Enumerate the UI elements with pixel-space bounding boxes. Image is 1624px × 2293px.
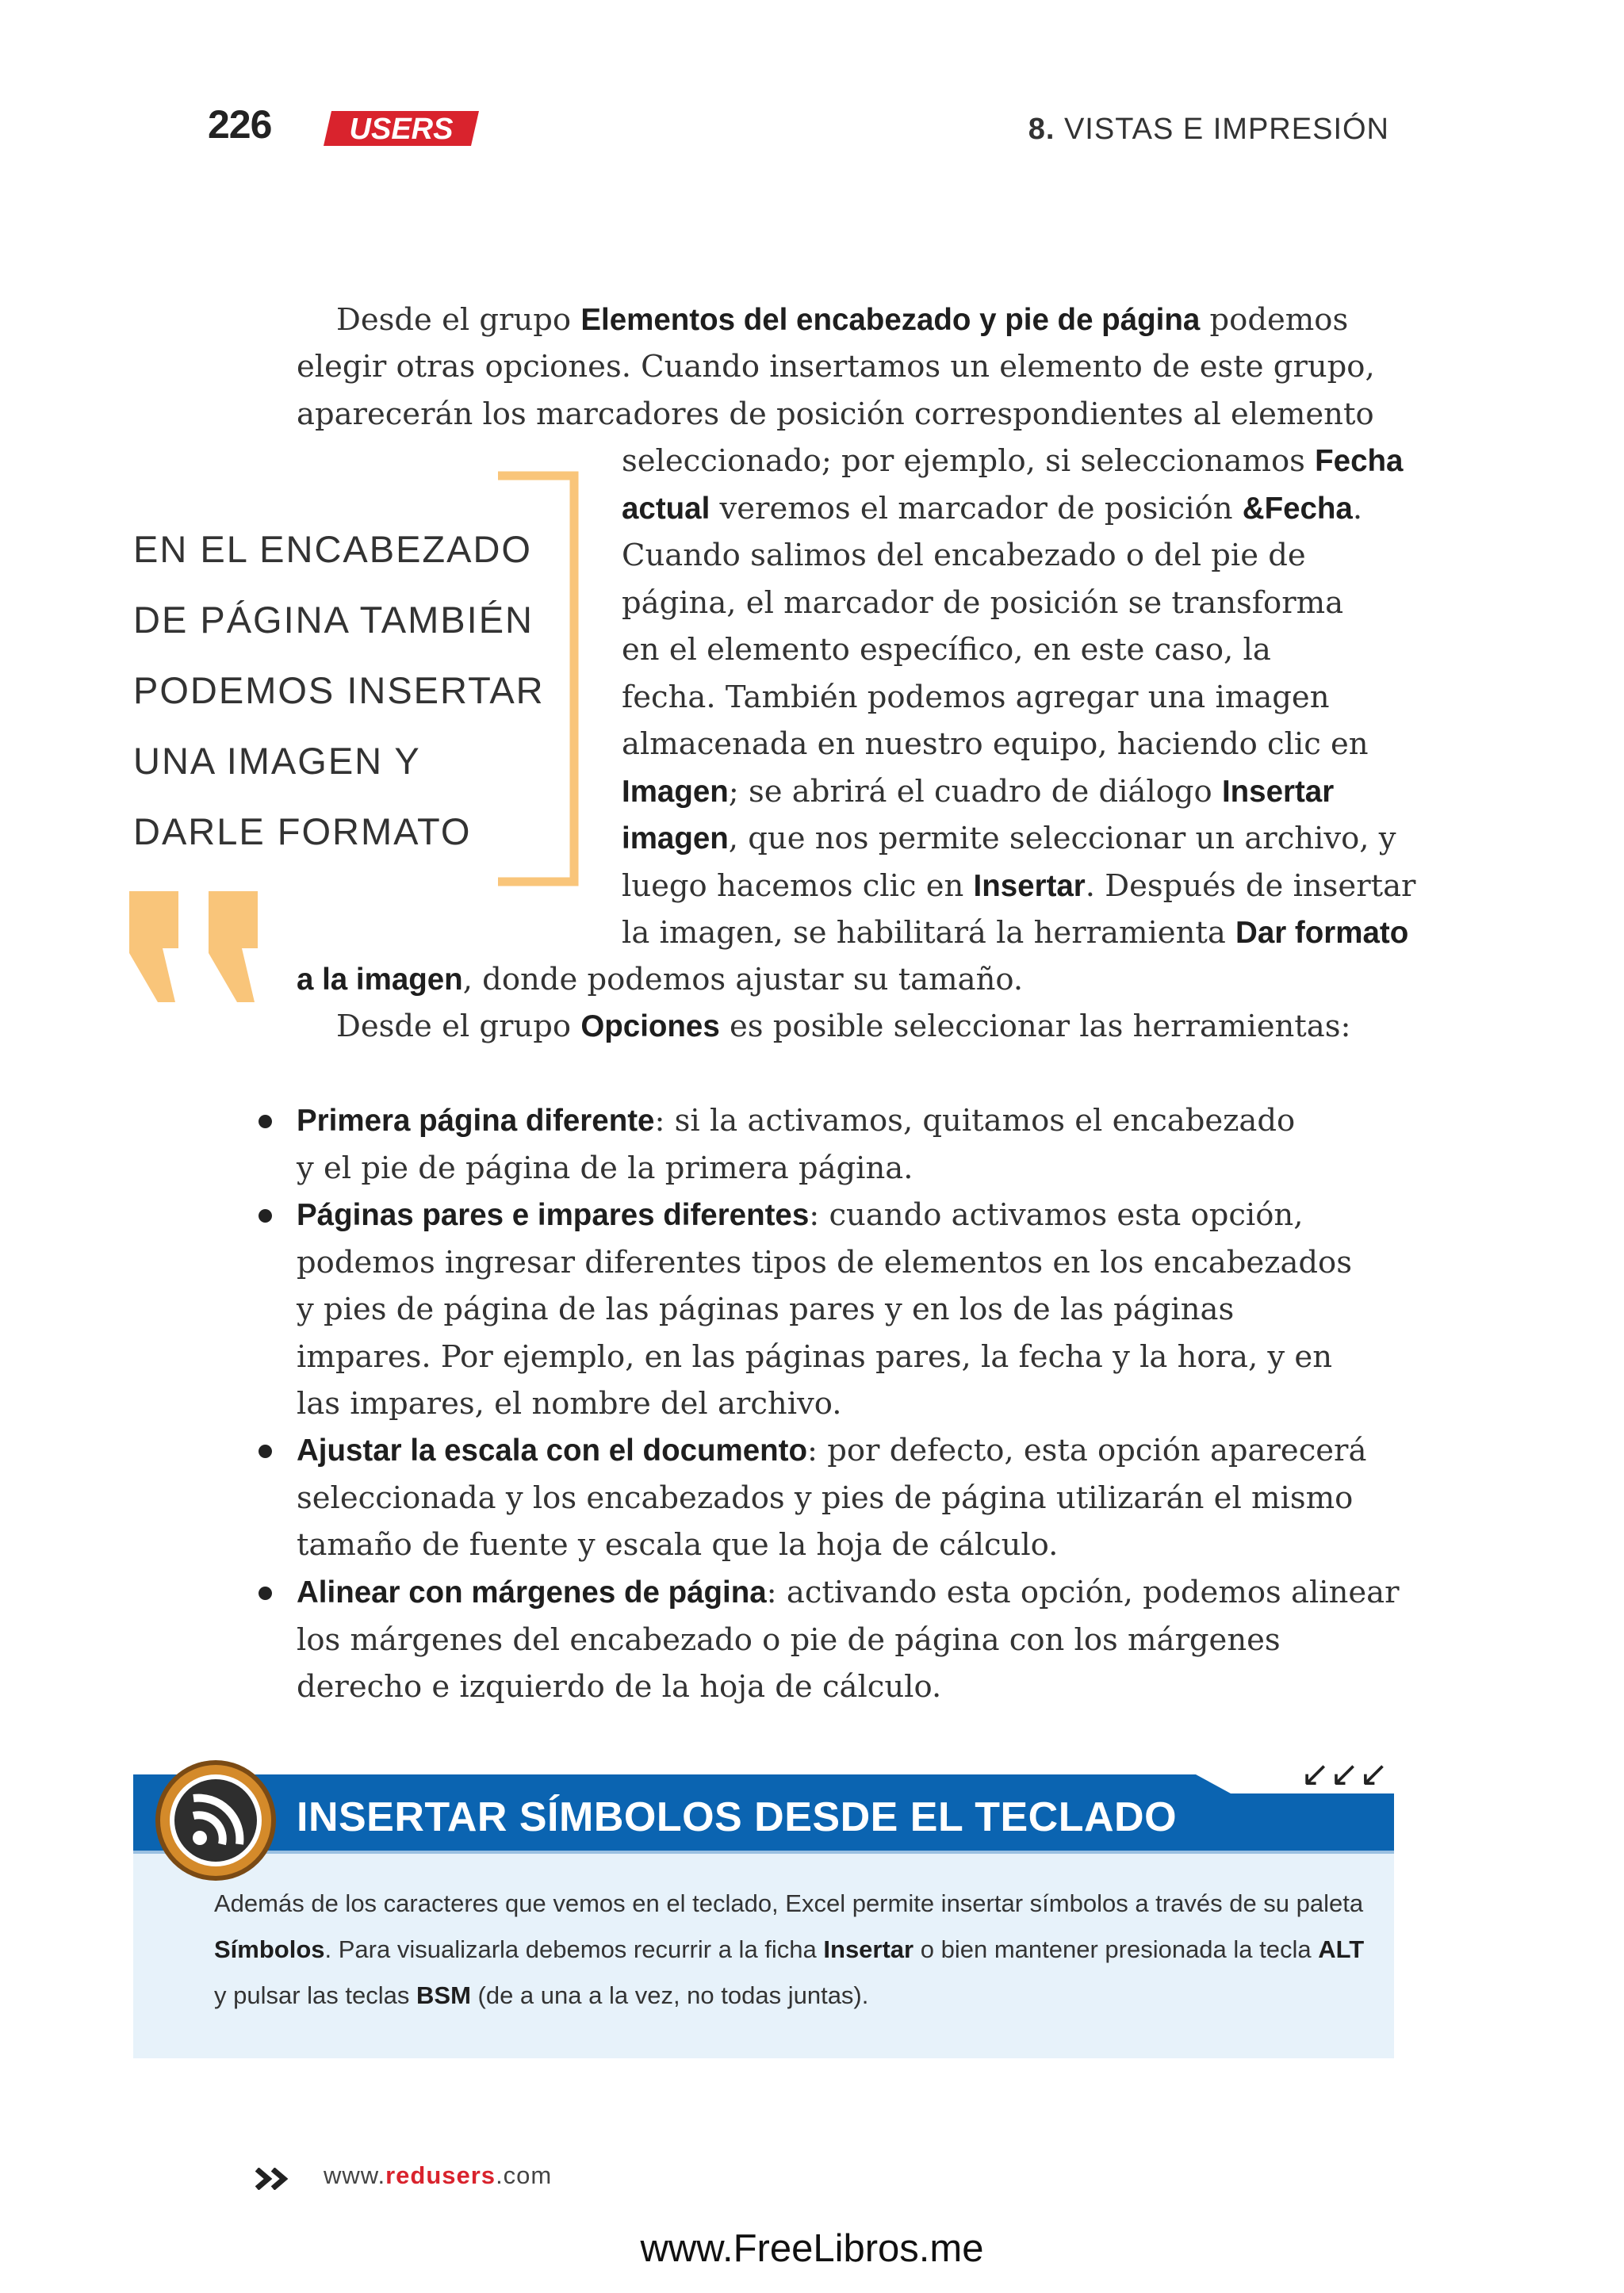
- intro-line-2: elegir otras opciones. Cuando insertamos un elemento de este grupo,: [297, 349, 1375, 385]
- intro-line-15: a la imagen, donde podemos ajustar su tamaño.: [297, 962, 1024, 997]
- quote-marks-icon: [129, 891, 264, 1002]
- group-name: Elementos del encabezado y pie de página: [580, 303, 1201, 337]
- pull-quote-line: UNA IMAGEN Y: [133, 740, 421, 782]
- pull-quote-line: PODEMOS INSERTAR: [133, 669, 545, 711]
- list-item: Ajustar la escala con el documento: por defecto, esta opción aparecerá seleccionada y los encabezados y pies de página utilizarán el mismo tamaño de fuente y escala que la hoja de cálculo.: [297, 1427, 1366, 1569]
- list-item: Primera página diferente: si la activamos, quitamos el encabezado y el pie de página de la primera página.: [297, 1097, 1295, 1192]
- logo-text: USERS: [349, 113, 454, 146]
- intro-line-16: Desde el grupo Opciones es posible seleccionar las herramientas:: [336, 1009, 1351, 1044]
- tip-title: INSERTAR SÍMBOLOS DESDE EL TECLADO: [297, 1794, 1178, 1840]
- bullet-icon: [259, 1115, 272, 1128]
- intro-column: seleccionado; por ejemplo, si seleccionamos Fecha actual veremos el marcador de posición &Fecha. Cuando salimos del encabezado o del pie de página, el marcador de posición se transforma en el elemento específico, en este caso, la fecha. También podemos agregar una imagen almacenada en nuestro equipo, haciendo clic en Imagen; se abrirá el cuadro de diálogo Insertar imagen, que nos permite seleccionar un archivo, y luego hacemos clic en Insertar. Después de insertar la imagen, se habilitará la herramienta Dar formato: [622, 443, 1416, 951]
- watermark: www.FreeLibros.me: [640, 2227, 984, 2270]
- tip-text-line-3: y pulsar las teclas BSM (de a una a la vez, no todas juntas).: [214, 1981, 869, 2009]
- bracket-decoration: [498, 469, 580, 888]
- pull-quote-line: DARLE FORMATO: [133, 810, 472, 852]
- bullet-icon: [259, 1209, 272, 1223]
- double-chevron-icon: [254, 2168, 290, 2190]
- users-logo: [324, 111, 479, 146]
- list-item: Alinear con márgenes de página: activando esta opción, podemos alinear los márgenes del encabezado o pie de página con los márgenes derecho e izquierdo de la hoja de cálculo.: [297, 1569, 1400, 1711]
- intro-line-3: aparecerán los marcadores de posición correspondientes al elemento: [297, 396, 1374, 432]
- rss-icon: [154, 1759, 278, 1882]
- chapter-heading: [1028, 113, 1389, 147]
- tip-text-line-1: Además de los caracteres que vemos en el teclado, Excel permite insertar símbolos a través de su paleta: [214, 1889, 1364, 1917]
- list-item: Páginas pares e impares diferentes: cuando activamos esta opción, podemos ingresar diferentes tipos de elementos en los encabezados y pies de página de las páginas pares y en los de las páginas impares. Por ejemplo, en las páginas pares, la fecha y la hora, y en las impares, el nombre del archivo.: [297, 1192, 1352, 1428]
- arrows-icon: ↙↙↙: [1300, 1755, 1388, 1793]
- tip-text-line-2: Símbolos. Para visualizarla debemos recurrir a la ficha Insertar o bien mantener presionada la tecla ALT: [214, 1935, 1365, 1963]
- pull-quote-line: DE PÁGINA TAMBIÉN: [133, 599, 534, 641]
- bullet-icon: [259, 1445, 272, 1458]
- bullet-icon: [259, 1587, 272, 1600]
- chapter-number: 8.: [1028, 113, 1055, 146]
- intro-line-1: Desde el grupo Elementos del encabezado y pie de página podemos: [336, 302, 1349, 338]
- page-number: 226: [208, 102, 272, 147]
- pull-quote-line: EN EL ENCABEZADO: [133, 528, 532, 570]
- pull-quote: [133, 514, 546, 867]
- chapter-title: VISTAS E IMPRESIÓN: [1063, 113, 1389, 146]
- footer-url[interactable]: www.redusers.com: [324, 2161, 553, 2189]
